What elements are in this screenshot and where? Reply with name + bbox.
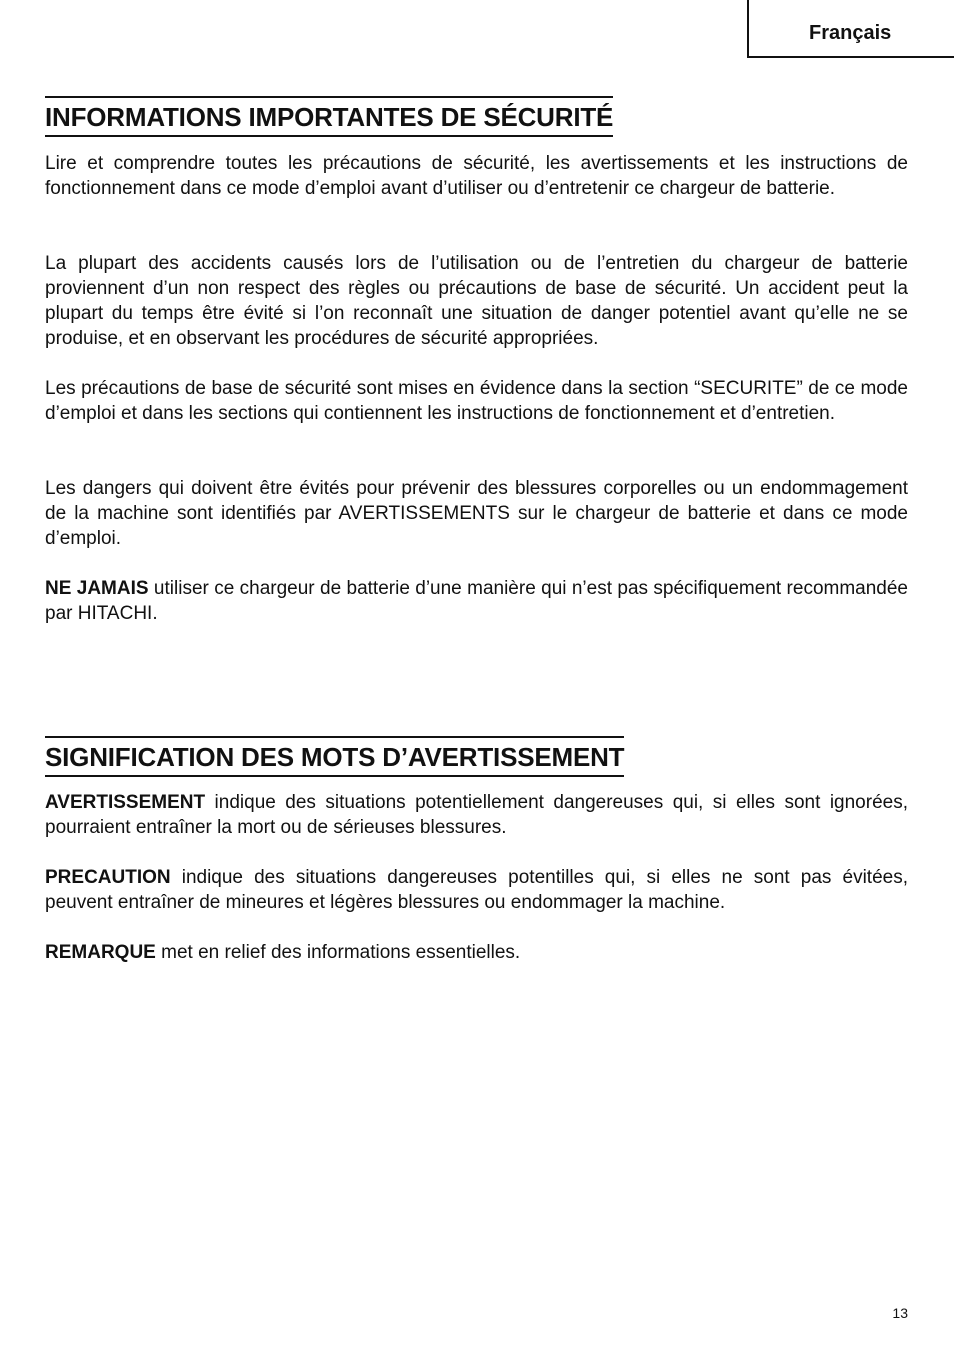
- paragraph-never: [45, 576, 908, 626]
- definition-precaution: [45, 865, 908, 915]
- never-term: NE JAMAIS: [45, 578, 149, 599]
- definition-avertissement: [45, 790, 908, 840]
- language-tab: [747, 0, 954, 58]
- never-text: utiliser ce chargeur de batterie d’une manière qui n’est pas spécifiquement recommandée par HITACHI.: [45, 578, 908, 624]
- definition-term: AVERTISSEMENT: [45, 792, 206, 813]
- section-heading-safety: INFORMATIONS IMPORTANTES DE SÉCURITÉ: [45, 96, 613, 137]
- paragraph-dangers: Les dangers qui doivent être évités pour prévenir des blessures corporelles ou un endommagement de la machine sont identifiés par AVERTISSEMENTS sur le chargeur de batterie et dans ce mode d’emploi.: [45, 478, 908, 549]
- page-number: 13: [892, 1305, 908, 1321]
- definition-term: PRECAUTION: [45, 867, 171, 888]
- section-heading-warning-words: SIGNIFICATION DES MOTS D’AVERTISSEMENT: [45, 736, 624, 777]
- definition-text: indique des situations dangereuses potentilles qui, si elles ne sont pas évitées, peuvent entraîner de mineures et légères blessures ou endommager la machine.: [45, 867, 908, 913]
- definition-term: REMARQUE: [45, 942, 156, 963]
- definition-text: met en relief des informations essentielles.: [155, 942, 521, 963]
- paragraph-intro: Lire et comprendre toutes les précautions de sécurité, les avertissements et les instructions de fonctionnement dans ce mode d’emploi avant d’utiliser ou d’entretenir ce chargeur de batterie.: [45, 153, 908, 199]
- paragraph-basic-precautions: Les précautions de base de sécurité sont mises en évidence dans la section “SECURITE” de ce mode d’emploi et dans les sections qui contiennent les instructions de fonctionnement et d’entretien.: [45, 378, 908, 424]
- paragraph-accidents: La plupart des accidents causés lors de l’utilisation ou de l’entretien du chargeur de batterie proviennent d’un non respect des règles ou précautions de base de sécurité. Un accident peut la plupart du temps être évité si l’on reconnaît une situation de danger potentiel avant qu’elle ne se produise, et en observant les procédures de sécurité appropriées.: [45, 253, 908, 349]
- definition-remarque: [45, 940, 908, 965]
- definition-text: indique des situations potentiellement dangereuses qui, si elles sont ignorées, pourraient entraîner la mort ou de sérieuses blessures.: [45, 792, 908, 838]
- language-label: Français: [809, 22, 892, 44]
